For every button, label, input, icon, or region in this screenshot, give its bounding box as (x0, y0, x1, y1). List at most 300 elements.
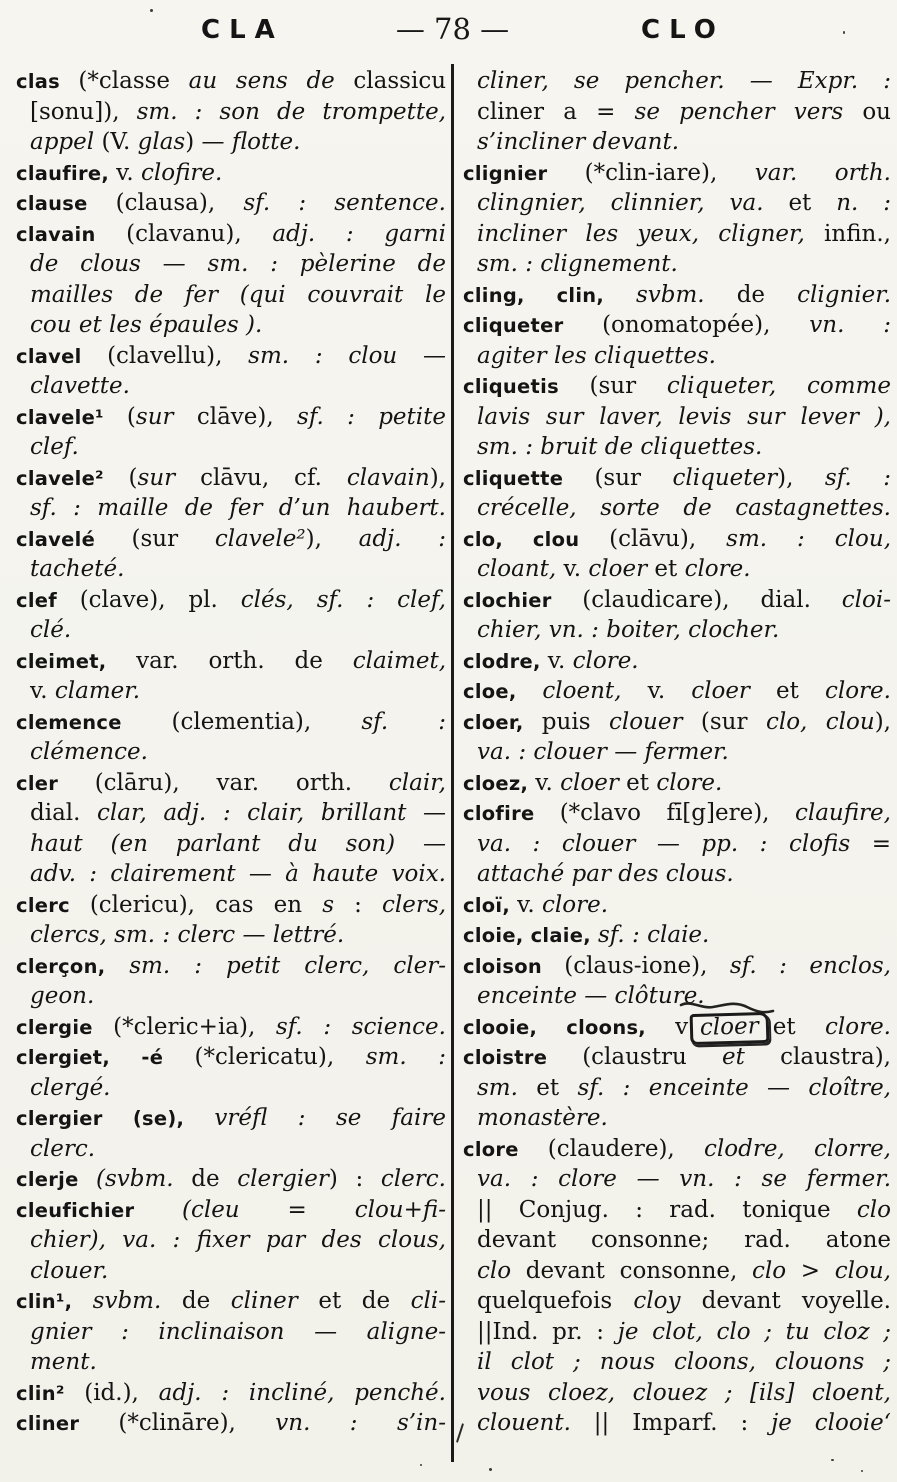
text-segment: ), (429, 464, 446, 491)
dictionary-line (463, 1378, 891, 1409)
text-segment: : (334, 891, 383, 918)
text-segment: mailles de fer (qui couvrait le (30, 281, 446, 308)
text-segment: var. orth. (754, 159, 891, 186)
text-segment: crécelle, sorte de castagnettes. (477, 495, 891, 521)
text-segment: au sens de (188, 68, 354, 94)
text-segment: (clericu), cas en (89, 891, 323, 918)
column-right (463, 66, 891, 1439)
text-segment: vn. : (809, 312, 891, 338)
dictionary-line (16, 280, 446, 311)
text-segment: vous cloez, clouez ; [ils] cloent, (477, 1379, 891, 1406)
text-segment: ( (126, 403, 136, 430)
text-segment: clef (16, 588, 80, 612)
text-segment: cliqueter (672, 464, 778, 491)
dictionary-line (463, 890, 891, 921)
text-segment: clo, clou (765, 708, 875, 735)
text-segment: clerc. (30, 1135, 96, 1162)
text-segment: haut (en parlant du son) — (30, 830, 446, 857)
dictionary-line (16, 1286, 446, 1317)
dictionary-line (463, 249, 891, 280)
dictionary-line (16, 1012, 446, 1043)
scan-speck (831, 1459, 834, 1461)
text-segment: et (626, 769, 657, 796)
text-segment: clef. (30, 434, 79, 460)
text-segment: cloie, claie, (463, 924, 598, 947)
dictionary-line (16, 1195, 446, 1226)
dictionary-line (16, 1225, 446, 1256)
text-segment: (onomatopée), (602, 312, 810, 338)
dictionary-line (16, 493, 446, 524)
text-segment: cliner, se pencher. — Expr. : (477, 68, 891, 94)
text-segment: clause (16, 192, 116, 215)
text-segment: gnier : inclinaison — aligne- (30, 1318, 446, 1345)
dictionary-line (463, 1256, 891, 1287)
text-segment: adj. : (358, 525, 446, 552)
text-segment: v. (30, 678, 55, 704)
text-segment: cliner (230, 1288, 319, 1314)
text-segment: (claudicare), dial. (582, 586, 842, 613)
text-segment: clerc. (380, 1166, 446, 1192)
text-segment: sur (135, 403, 197, 430)
dictionary-line (16, 951, 446, 982)
dictionary-line (463, 951, 891, 982)
dictionary-line (463, 707, 891, 738)
text-segment: clas (16, 70, 79, 93)
column-left (16, 66, 446, 1439)
text-segment: clingnier, clinnier, va. (477, 190, 789, 216)
text-segment: clair, (388, 769, 446, 796)
text-segment: v. (517, 891, 543, 918)
text-segment: clin² (16, 1381, 85, 1405)
text-segment: cloer (691, 678, 777, 704)
text-segment: (claudere), (547, 1135, 705, 1162)
text-segment: (clavellu), (107, 342, 249, 369)
text-segment: clavelé (16, 527, 132, 551)
text-segment: cliqueter, comme (666, 373, 891, 399)
text-segment: (*cleric+ia), (113, 1013, 276, 1040)
text-segment: monastère. (477, 1105, 608, 1131)
text-segment: appel (30, 129, 102, 155)
dictionary-line (16, 1134, 446, 1165)
text-segment: cloez, (463, 771, 536, 795)
text-segment: ( (128, 464, 138, 491)
dictionary-line (463, 463, 891, 494)
text-segment: clore. (656, 769, 723, 796)
text-segment: (*clin-iare), (584, 159, 755, 186)
text-segment: sf. : claie. (597, 922, 710, 948)
dictionary-line (463, 97, 891, 128)
dictionary-line (463, 859, 891, 890)
text-segment: claustra), (780, 1044, 891, 1070)
dictionary-line (16, 585, 446, 616)
text-segment: clergie (16, 1015, 114, 1039)
dictionary-line (16, 310, 446, 341)
text-segment: (*classe (78, 68, 189, 94)
text-segment: infin., (824, 220, 891, 247)
text-segment: sf. : enclos, (729, 952, 891, 979)
text-segment: enceinte — clôture. (477, 983, 705, 1009)
dictionary-line (16, 859, 446, 890)
dictionary-line (16, 158, 446, 189)
dictionary-line (463, 1073, 891, 1104)
dictionary-line (463, 1408, 891, 1439)
text-segment: (sur (131, 525, 215, 552)
text-segment: (*clavo fī[g]ere), (559, 800, 795, 826)
dictionary-line (463, 66, 891, 97)
text-segment: ||Ind. pr. : (477, 1318, 618, 1345)
text-segment: cliner a = (477, 98, 635, 125)
text-segment: sf. : (361, 708, 447, 735)
dictionary-line (16, 1042, 446, 1073)
dictionary-line (463, 798, 891, 829)
text-segment: sf. : science. (275, 1013, 446, 1040)
text-segment: clore. (542, 891, 609, 918)
dictionary-line (16, 371, 446, 402)
text-segment: [sonu]), (30, 98, 137, 125)
text-segment: (clausa), (115, 190, 244, 216)
dictionary-line (16, 829, 446, 860)
text-segment: cleufichier (16, 1198, 182, 1222)
text-segment: puis (541, 708, 609, 735)
text-segment: sur (137, 464, 201, 491)
dictionary-line (16, 432, 446, 463)
text-segment: (claus-ione), (564, 952, 730, 979)
text-segment: et de (318, 1288, 411, 1314)
text-segment: et (536, 1074, 578, 1101)
text-segment: svbm. (635, 281, 737, 308)
text-segment: clouer. (30, 1257, 109, 1284)
text-segment: flotte. (231, 129, 301, 155)
dictionary-line (16, 920, 446, 951)
text-segment: clore. (824, 1013, 891, 1040)
text-segment: chier), va. : fixer par des clous, (30, 1227, 446, 1253)
dictionary-line (16, 768, 446, 799)
text-segment: cloer (560, 769, 627, 796)
text-segment: sm. : clou, (726, 525, 892, 552)
text-segment: clergier (se), (16, 1107, 215, 1130)
dictionary-line (16, 463, 446, 494)
text-segment: ) : (328, 1166, 381, 1192)
text-segment: attaché par des clous. (477, 861, 734, 887)
text-segment: et (788, 190, 837, 216)
text-segment: cliqueter (463, 314, 603, 337)
text-segment: v. (535, 769, 561, 796)
text-segment: cloent, (542, 678, 648, 704)
dictionary-line (463, 1164, 891, 1195)
dictionary-line (16, 1073, 446, 1104)
text-segment: cliner (16, 1412, 119, 1435)
text-segment: de (181, 1288, 231, 1314)
text-segment: va. : clouer — fermer. (477, 739, 729, 765)
dictionary-line (16, 219, 446, 250)
dictionary-line (463, 1317, 891, 1348)
dictionary-line (463, 768, 891, 799)
text-segment: chier, vn. : boiter, clocher. (477, 617, 780, 643)
text-segment: clofire. (141, 159, 223, 186)
text-segment: sm. (477, 1074, 537, 1101)
dictionary-line (16, 737, 446, 768)
text-segment: clāve), (196, 403, 298, 430)
text-segment: sf. : (824, 464, 891, 491)
text-segment: (clementia), (171, 708, 362, 735)
text-segment: v. (116, 159, 141, 186)
dictionary-line (463, 341, 891, 372)
text-segment: svbm. (92, 1288, 182, 1314)
text-segment: cloistre (463, 1046, 583, 1069)
text-segment: cloi- (841, 586, 891, 613)
pen-squiggle-annotation (679, 994, 775, 1012)
scan-speck (150, 9, 153, 12)
text-segment: (V. (101, 129, 138, 155)
text-segment: et (654, 556, 685, 582)
text-segment: cler (16, 771, 95, 795)
dictionary-line (16, 890, 446, 921)
dictionary-line (16, 615, 446, 646)
dictionary-line (463, 737, 891, 768)
text-segment: clés, sf. : clef, (240, 586, 446, 613)
dictionary-line (16, 1408, 446, 1439)
text-segment: sm. : clignement. (477, 251, 678, 277)
text-segment: cloant, (477, 556, 564, 582)
text-segment: clamer. (54, 678, 141, 704)
text-segment: sm. : clou — (248, 342, 446, 369)
text-segment: cliquette (463, 466, 595, 490)
text-segment: sf. : maille de fer d’un haubert. (30, 495, 446, 521)
text-segment: cloï, (463, 893, 518, 917)
text-segment: (id.), (84, 1379, 159, 1406)
text-segment: clodre, (463, 649, 548, 673)
text-segment: sm. : petit clerc, cler- (129, 952, 446, 979)
dictionary-line (16, 127, 446, 158)
text-segment: ou (862, 98, 891, 125)
text-segment: clooie, cloons, (463, 1015, 676, 1039)
text-segment: clergiet, -é (16, 1046, 195, 1069)
text-segment: s’incliner devant. (477, 129, 680, 155)
text-segment: sf. : petite (297, 403, 446, 430)
text-segment: clavele² (16, 466, 129, 490)
text-segment: clerc (16, 893, 90, 917)
text-segment: clerje (16, 1168, 96, 1191)
text-segment: clouent. (477, 1410, 594, 1436)
dictionary-line (16, 97, 446, 128)
dictionary-line (16, 798, 446, 829)
text-segment: (*clināre), (118, 1410, 276, 1436)
text-segment: quelquefois (477, 1288, 634, 1314)
text-segment: incliner les yeux, cligner, (477, 220, 825, 247)
text-segment: ) — (185, 129, 232, 155)
dictionary-line (463, 981, 891, 1012)
text-segment: clavain (346, 464, 430, 491)
dictionary-line (463, 1347, 891, 1378)
text-segment: sm. : son de trompette, (136, 98, 446, 125)
dictionary-line (463, 219, 891, 250)
dictionary-line (463, 585, 891, 616)
left-guide-word: CLA (201, 15, 284, 45)
text-segment: clé. (30, 617, 72, 643)
dictionary-line (463, 127, 891, 158)
text-segment: (svbm. (95, 1166, 192, 1192)
text-segment: clémence. (30, 739, 148, 765)
text-segment: devant voyelle. (701, 1288, 891, 1314)
text-segment: de (191, 1166, 238, 1192)
dictionary-line (463, 280, 891, 311)
dictionary-line (16, 646, 446, 677)
text-segment: n. : (836, 190, 892, 216)
text-segment: claimet, (352, 647, 446, 674)
text-segment: (clavanu), (126, 220, 273, 247)
text-segment: tacheté. (30, 556, 125, 582)
dictionary-line (463, 1225, 891, 1256)
text-segment: glas (137, 129, 186, 155)
text-segment: se pencher vers (634, 98, 863, 125)
text-segment: cloe, (463, 680, 543, 703)
text-segment: et (776, 678, 825, 704)
dictionary-line (16, 676, 446, 707)
dictionary-line (16, 66, 446, 97)
dictionary-line (16, 554, 446, 585)
text-segment: sm. : bruit de cliquettes. (477, 434, 763, 460)
dictionary-line (16, 1164, 446, 1195)
text-segment: cloison (463, 954, 565, 978)
text-segment: || Imparf. : (593, 1410, 772, 1436)
text-segment: (sur (700, 708, 766, 735)
text-segment: clofire (463, 802, 560, 825)
text-segment: clavette. (30, 373, 130, 399)
text-segment: clo, clou (463, 527, 610, 551)
text-segment: clergé. (30, 1074, 111, 1101)
dictionary-line (463, 1195, 891, 1226)
dictionary-line (16, 981, 446, 1012)
dictionary-line (16, 188, 446, 219)
column-divider (451, 64, 454, 1462)
text-segment: v (675, 1013, 689, 1040)
text-segment: (cleu (181, 1196, 288, 1223)
text-segment: clouer (608, 708, 701, 735)
text-segment: s (322, 891, 335, 918)
pen-box-annotation: cloer (690, 1011, 770, 1044)
text-segment: cou et les épaules ). (30, 312, 263, 338)
dictionary-line (16, 249, 446, 280)
dictionary-line (463, 615, 891, 646)
text-segment: clavel (16, 344, 108, 368)
text-segment: ment. (30, 1349, 97, 1375)
text-segment: = (287, 1196, 355, 1223)
text-segment: va. : clouer — pp. : clofis (477, 830, 872, 857)
text-segment: (claustru (582, 1044, 723, 1070)
text-segment: clore. (572, 647, 639, 674)
text-segment: clo (477, 1257, 526, 1284)
text-segment: clin¹, (16, 1290, 93, 1313)
text-segment: clo (752, 1257, 801, 1284)
text-segment: classicu (353, 68, 447, 94)
text-segment: cloy (633, 1288, 702, 1314)
text-segment: clore. (684, 556, 751, 582)
dictionary-line (463, 1134, 891, 1165)
text-segment: clou, (834, 1257, 891, 1284)
dictionary-line (463, 829, 891, 860)
text-segment: et (722, 1044, 781, 1070)
text-segment: devant consonne; rad. atone (477, 1227, 891, 1253)
text-segment: devant consonne, (525, 1257, 753, 1284)
dictionary-line (463, 402, 891, 433)
text-segment: va. : clore — vn. : se fermer. (477, 1166, 891, 1192)
text-segment: clo (856, 1196, 891, 1223)
text-segment: clore. (824, 678, 891, 704)
text-segment: (clave), pl. (79, 586, 241, 613)
text-segment: cling, clin, (463, 283, 636, 307)
dictionary-line (16, 1256, 446, 1287)
text-segment: cloer (588, 556, 655, 582)
text-segment: cleimet, (16, 649, 137, 673)
text-segment: je clooie‘ (771, 1410, 891, 1436)
text-segment: sm. : (365, 1044, 446, 1070)
dictionary-line (463, 676, 891, 707)
dictionary-line (463, 493, 891, 524)
text-segment: (clāvu), (609, 525, 727, 552)
text-segment: clochier (463, 588, 583, 612)
scan-speck (489, 1468, 492, 1471)
dictionary-line (463, 371, 891, 402)
text-segment: (clāru), var. orth. (94, 769, 389, 796)
text-segment: clers, (382, 891, 447, 918)
scan-speck (861, 1470, 863, 1472)
text-segment: claufire, (794, 800, 891, 826)
dictionary-line (463, 188, 891, 219)
text-segment: v. (563, 556, 589, 582)
dictionary-line (16, 341, 446, 372)
text-segment: clergier (237, 1166, 329, 1192)
text-segment: sf. : enceinte — cloître, (577, 1074, 891, 1101)
text-segment: v. (647, 678, 692, 704)
text-segment: clāvu, cf. (200, 464, 347, 491)
text-segment: (sur (589, 373, 667, 399)
dictionary-line (463, 554, 891, 585)
text-segment: cliquetis (463, 375, 590, 398)
text-segment: var. orth. de (136, 647, 353, 674)
text-segment: = (871, 830, 891, 857)
text-segment: v. (547, 647, 573, 674)
text-segment: lavis sur laver, levis sur lever ), (477, 403, 891, 430)
dictionary-line (16, 707, 446, 738)
text-segment: ), (305, 525, 359, 552)
text-segment: (*clericatu), (194, 1044, 366, 1070)
text-segment: ), (777, 464, 825, 491)
text-segment: il clot ; nous cloons, clouons ; (477, 1349, 891, 1375)
text-segment: clerçon, (16, 954, 130, 978)
page-number: — 78 — (395, 12, 510, 46)
text-segment: claufire, (16, 161, 117, 185)
dictionary-line (463, 1012, 891, 1043)
text-segment: clar, adj. : clair, brillant — (97, 800, 446, 826)
text-segment: cli- (410, 1288, 447, 1314)
text-segment: clou+fi- (354, 1196, 446, 1223)
text-segment: clavain (16, 222, 127, 246)
dictionary-line (16, 402, 446, 433)
scan-speck (420, 1464, 422, 1466)
text-segment: clercs, sm. : clerc — lettré. (30, 922, 345, 948)
text-segment: clavele² (214, 525, 306, 552)
text-segment: vn. : s’in- (275, 1410, 446, 1436)
dictionary-line (463, 1286, 891, 1317)
dictionary-line (463, 310, 891, 341)
dictionary-line (463, 432, 891, 463)
text-segment: clore (463, 1137, 548, 1161)
text-segment: dial. (30, 800, 98, 826)
dictionary-line (16, 1378, 446, 1409)
text-segment: clemence (16, 710, 172, 734)
text-segment: de (736, 281, 798, 308)
dictionary-line (16, 524, 446, 555)
